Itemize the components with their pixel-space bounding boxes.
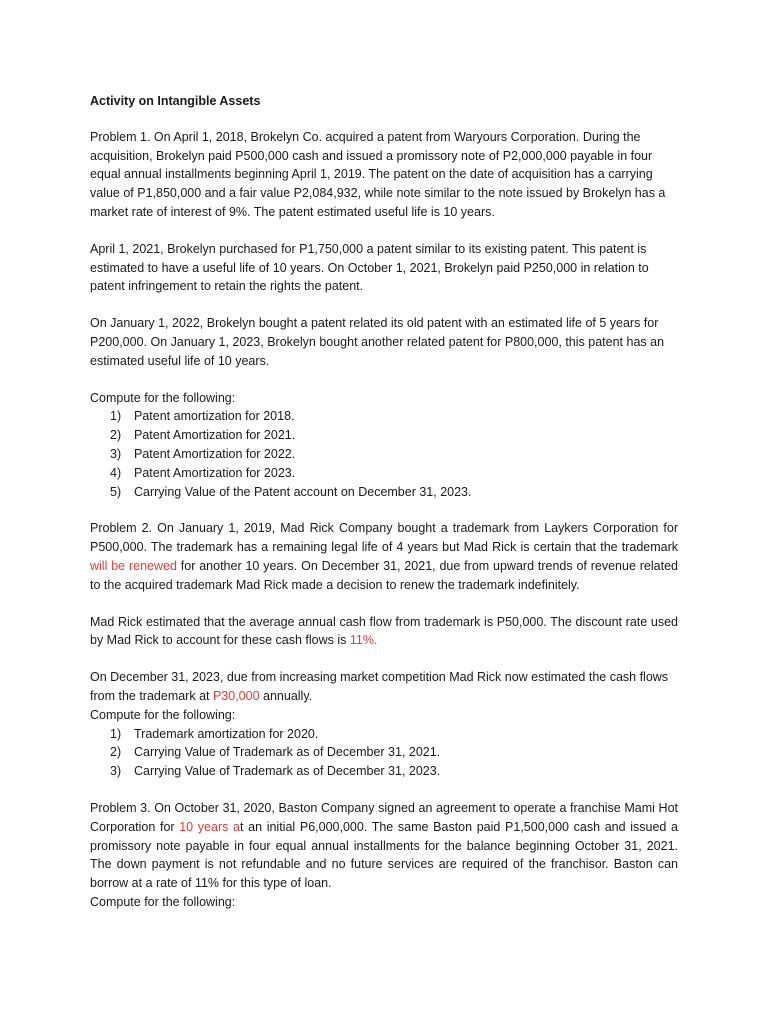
problem-3-paragraph-1 <box>90 799 678 893</box>
list-number: 5) <box>110 484 122 499</box>
text-run: Problem 3. On October 31, 2020, Baston Company signed an agreement to operate a franchise Mami Hot Corporation for <box>90 800 678 834</box>
text-run: Problem 2. On January 1, 2019, Mad Rick Company bought a trademark from Laykers Corporation for P500,000. The trademark has a remaining legal life of 4 years but Mad Rick is certain that the trademark <box>90 521 678 555</box>
problem-1-task-list <box>90 407 678 501</box>
list-text: Patent amortization for 2018. <box>134 409 295 424</box>
list-number: 3) <box>110 446 122 461</box>
list-text: Patent Amortization for 2021. <box>134 428 296 443</box>
list-item <box>110 426 678 445</box>
problem-1-paragraph-3: On January 1, 2022, Brokelyn bought a patent related its old patent with an estimated life of 5 years for P200,000. On January 1, 2023, Brokelyn bought another related patent for P800,000, this patent has an estimated useful life of 10 years. <box>90 316 665 368</box>
list-item <box>110 762 678 781</box>
problem-1-compute-heading: Compute for the following: <box>90 390 236 405</box>
problem-1-paragraph-1: Problem 1. On April 1, 2018, Brokelyn Co. acquired a patent from Waryours Corporation. During the acquisition, Brokelyn paid P500,000 cash and issued a promissory note of P2,000,000 payable in four equal annual installments beginning April 1, 2019. The patent on the date of acquisition has a carrying value of P1,850,000 and a fair value P2,084,932, while note similar to the note issued by Brokelyn has a market rate of interest of 9%. The patent estimated useful life is 10 years. <box>90 129 666 219</box>
list-item <box>110 743 678 762</box>
problem-2-paragraph-1 <box>90 519 678 594</box>
highlighted-text: 10 years a <box>179 819 240 834</box>
list-number: 4) <box>110 465 122 480</box>
text-run: Mad Rick estimated that the average annual cash flow from trademark is P50,000. The discount rate used by Mad Rick to account for these cash flows is <box>90 614 678 648</box>
text-run: On December 31, 2023, due from increasing market competition Mad Rick now estimated the cash flows from the trademark at <box>90 670 669 703</box>
list-item <box>110 445 678 464</box>
list-item <box>110 407 678 426</box>
list-number: 2) <box>110 745 122 760</box>
problem-3-compute-heading: Compute for the following: <box>90 894 236 909</box>
list-item <box>110 464 678 483</box>
text-run: t an initial P6,000,000. The same Baston paid P1,500,000 cash and issued a promissory note payable in four equal annual installments for the balance beginning October 31, 2021. The down payment is not refundable and no future services are required of the franchisor. Baston can borrow at a rate of 11% for this type of loan. <box>90 819 678 891</box>
list-text: Carrying Value of Trademark as of December 31, 2021. <box>134 745 441 760</box>
highlighted-text: will be renewed <box>90 558 177 573</box>
problem-1-paragraph-2: April 1, 2021, Brokelyn purchased for P1,750,000 a patent similar to its existing patent. This patent is estimated to have a useful life of 10 years. On October 1, 2021, Brokelyn paid P250,000 in relation to patent infringement to retain the rights the patent. <box>90 241 649 294</box>
highlighted-text: P30,000 <box>212 688 260 703</box>
list-text: Patent Amortization for 2022. <box>134 446 296 461</box>
problem-2-task-list <box>90 725 678 781</box>
text-run: for another 10 years. On December 31, 2021, due from upward trends of revenue related to the acquired trademark Mad Rick made a decision to renew the trademark indefinitely. <box>90 558 678 592</box>
list-item <box>110 483 678 502</box>
list-item <box>110 725 678 744</box>
text-run: annually. <box>259 688 313 703</box>
list-number: 3) <box>110 764 122 779</box>
problem-2-paragraph-3 <box>90 668 678 706</box>
list-number: 1) <box>110 726 122 741</box>
highlighted-text: 11%. <box>349 633 378 648</box>
list-text: Patent Amortization for 2023. <box>134 465 296 480</box>
list-number: 2) <box>110 428 122 443</box>
document-body <box>90 92 678 912</box>
list-number: 1) <box>110 409 122 424</box>
list-text: Trademark amortization for 2020. <box>134 726 319 741</box>
list-text: Carrying Value of Trademark as of December 31, 2023. <box>134 764 441 779</box>
document-title: Activity on Intangible Assets <box>90 94 261 108</box>
problem-2-compute-heading: Compute for the following: <box>90 707 236 722</box>
list-text: Carrying Value of the Patent account on December 31, 2023. <box>134 484 472 499</box>
problem-2-paragraph-2 <box>90 613 678 651</box>
